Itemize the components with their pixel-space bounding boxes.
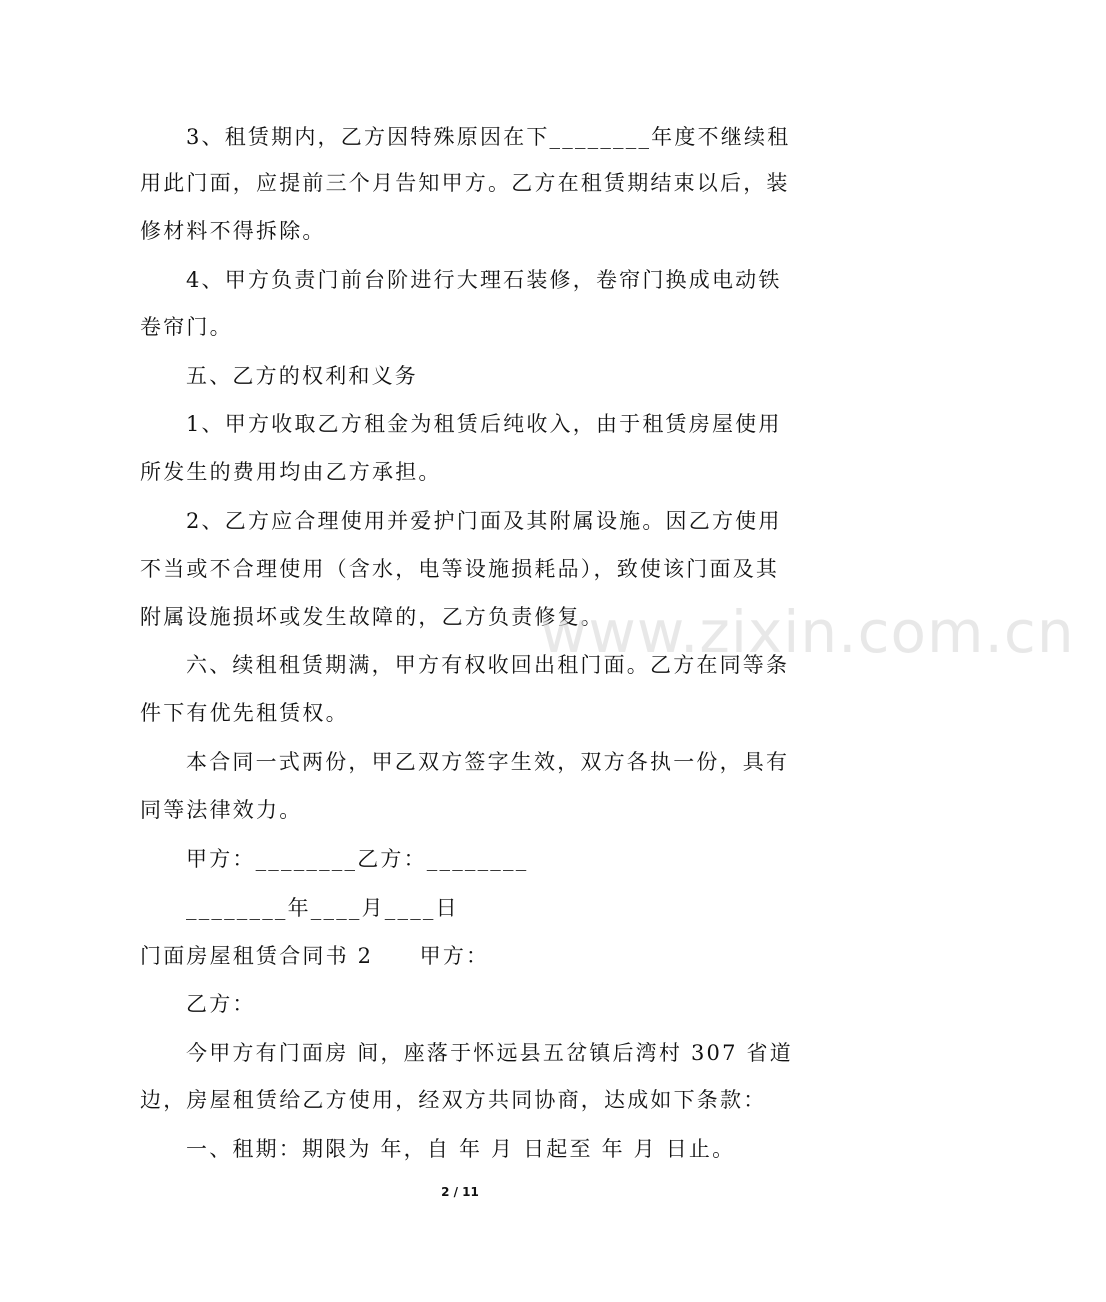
text-line: 2、乙方应合理使用并爱护门面及其附属设施。因乙方使用	[186, 509, 782, 533]
text-line: 所发生的费用均由乙方承担。	[140, 460, 442, 484]
party-line: 乙方：	[186, 992, 256, 1016]
text-line: 修材料不得拆除。	[140, 219, 326, 243]
text-line: 本合同一式两份，甲乙双方签字生效，双方各执一份，具有	[186, 750, 790, 774]
text-line: 4、甲方负责门前台阶进行大理石装修，卷帘门换成电动铁	[186, 268, 782, 292]
text-line: 3、租赁期内，乙方因特殊原因在下________年度不继续租	[186, 125, 791, 149]
section-heading: 一、租期：期限为 年，自 年 月 日起至 年 月 日止。	[186, 1137, 736, 1161]
date-line: ________年____月____日	[186, 896, 459, 920]
section-heading: 五、乙方的权利和义务	[186, 364, 418, 388]
text-line: 附属设施损坏或发生故障的，乙方负责修复。	[140, 605, 604, 629]
contract-title: 门面房屋租赁合同书 2 甲方：	[140, 944, 490, 968]
text-line: 卷帘门。	[140, 315, 233, 339]
text-line: 今甲方有门面房 间，座落于怀远县五岔镇后湾村 307 省道	[186, 1041, 793, 1065]
watermark: www.zixin.com.cn	[540, 598, 1075, 666]
text-line: 用此门面，应提前三个月告知甲方。乙方在租赁期结束以后，装	[140, 171, 790, 195]
page-number: 2 / 11	[441, 1185, 479, 1199]
text-line: 边，房屋租赁给乙方使用，经双方共同协商，达成如下条款：	[140, 1088, 767, 1112]
section-heading: 六、续租租赁期满，甲方有权收回出租门面。乙方在同等条	[186, 653, 790, 677]
text-line: 不当或不合理使用（含水，电等设施损耗品），致使该门面及其	[140, 557, 780, 581]
text-line: 同等法律效力。	[140, 798, 303, 822]
text-line: 件下有优先租赁权。	[140, 701, 349, 725]
text-line: 1、甲方收取乙方租金为租赁后纯收入，由于租赁房屋使用	[186, 412, 782, 436]
signature-line: 甲方：________乙方：________	[186, 847, 529, 871]
